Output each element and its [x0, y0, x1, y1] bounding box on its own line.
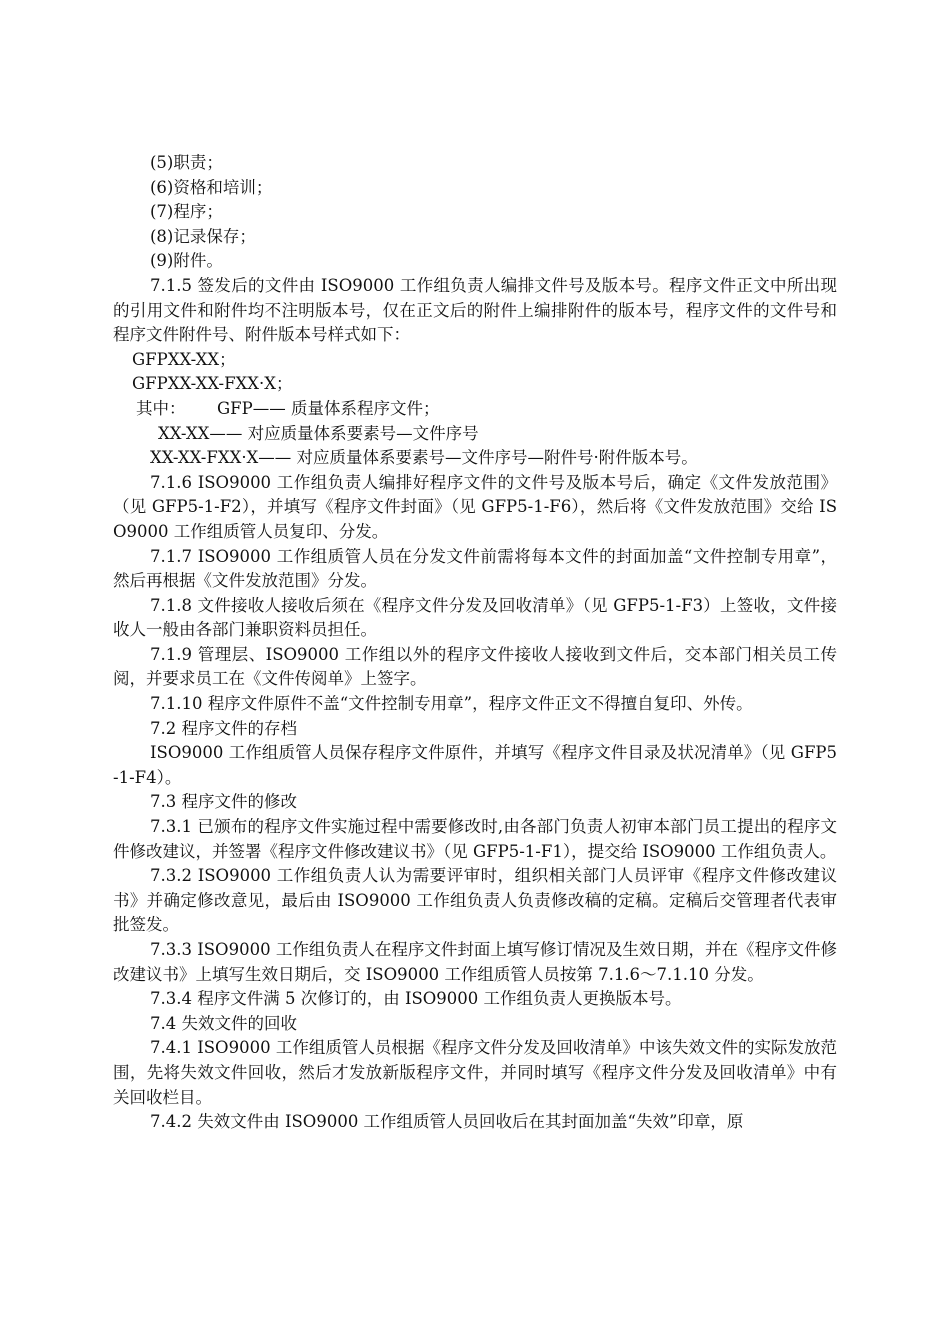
section-heading-7-3: 7.3 程序文件的修改 [150, 792, 297, 812]
list-item-qualification: (6)资格和培训； [150, 177, 273, 197]
list-item-duties: (5)职责； [150, 153, 223, 172]
paragraph-7-1-5: 7.1.5 签发后的文件由 ISO9000 工作组负责人编排文件号及版本号。程序文件正文中所出现的引用文件和附件均不注明版本号，仅在正文后的附件上编排附件的版本号，程序文件的文件号和程序文件附件号、附件版本号样式如下： [113, 275, 837, 345]
format-line-2: GFPXX-XX-FXX·X； [132, 374, 293, 394]
format-line-1: GFPXX-XX； [132, 349, 236, 369]
list-item-records: (8)记录保存； [150, 226, 256, 246]
document-page [113, 151, 837, 1135]
list-item-procedure: (7)程序； [150, 202, 223, 222]
paragraph-7-1-6: 7.1.6 ISO9000 工作组负责人编排好程序文件的文件号及版本号后，确定《文件发放范围》（见 GFP5-1-F2），并填写《程序文件封面》（见 GFP5-1-F6），然后将《文件发放范围》交给 ISO9000 工作组质管人员复印、分发。 [113, 472, 837, 541]
list-item-attachments: (9)附件。 [150, 251, 223, 271]
section-heading-7-2: 7.2 程序文件的存档 [150, 718, 297, 738]
format-legend-3: XX-XX-FXX·X—— 对应质量体系要素号—文件序号—附件号·附件版本号。 [150, 448, 698, 468]
paragraph-7-1-10: 7.1.10 程序文件原件不盖“文件控制专用章”，程序文件正文不得擅自复印、外传。 [150, 694, 753, 714]
paragraph-7-1-9: 7.1.9 管理层、ISO9000 工作组以外的程序文件接收人接收到文件后，交本部门相关员工传阅，并要求员工在《文件传阅单》上签字。 [113, 644, 837, 689]
paragraph-7-1-8: 7.1.8 文件接收人接收后须在《程序文件分发及回收清单》（见 GFP5-1-F3）上签收，文件接收人一般由各部门兼职资料员担任。 [113, 595, 837, 640]
format-legend-1: 其中： GFP—— 质量体系程序文件； [136, 398, 440, 418]
paragraph-7-1-7: 7.1.7 ISO9000 工作组质管人员在分发文件前需将每本文件的封面加盖“文件控制专用章”，然后再根据《文件发放范围》分发。 [113, 546, 837, 591]
paragraph-7-4-1: 7.4.1 ISO9000 工作组质管人员根据《程序文件分发及回收清单》中该失效文件的实际发放范围，先将失效文件回收，然后才发放新版程序文件，并同时填写《程序文件分发及回收清单》中有关回收栏目。 [113, 1038, 837, 1107]
paragraph-7-2-body: ISO9000 工作组质管人员保存程序文件原件，并填写《程序文件目录及状况清单》（见 GFP5-1-F4）。 [113, 743, 837, 787]
format-legend-2: XX-XX—— 对应质量体系要素号—文件序号 [158, 423, 479, 443]
paragraph-7-3-4: 7.3.4 程序文件满 5 次修订的，由 ISO9000 工作组负责人更换版本号。 [150, 989, 682, 1009]
paragraph-7-4-2: 7.4.2 失效文件由 ISO9000 工作组质管人员回收后在其封面加盖“失效”印章，原 [150, 1112, 744, 1132]
section-heading-7-4: 7.4 失效文件的回收 [150, 1013, 297, 1033]
paragraph-7-3-2: 7.3.2 ISO9000 工作组负责人认为需要评审时，组织相关部门人员评审《程序文件修改建议书》并确定修改意见，最后由 ISO9000 工作组负责人负责修改稿的定稿。定稿后交管理者代表审批签发。 [113, 866, 837, 935]
paragraph-7-3-3: 7.3.3 ISO9000 工作组负责人在程序文件封面上填写修订情况及生效日期，并在《程序文件修改建议书》上填写生效日期后，交 ISO9000 工作组质管人员按第 7.1.6～7.1.10 分发。 [113, 940, 837, 984]
paragraph-7-3-1: 7.3.1 已颁布的程序文件实施过程中需要修改时,由各部门负责人初审本部门员工提出的程序文件修改建议，并签署《程序文件修改建议书》（见 GFP5-1-F1），提交给 ISO9000 工作组负责人。 [113, 817, 837, 861]
